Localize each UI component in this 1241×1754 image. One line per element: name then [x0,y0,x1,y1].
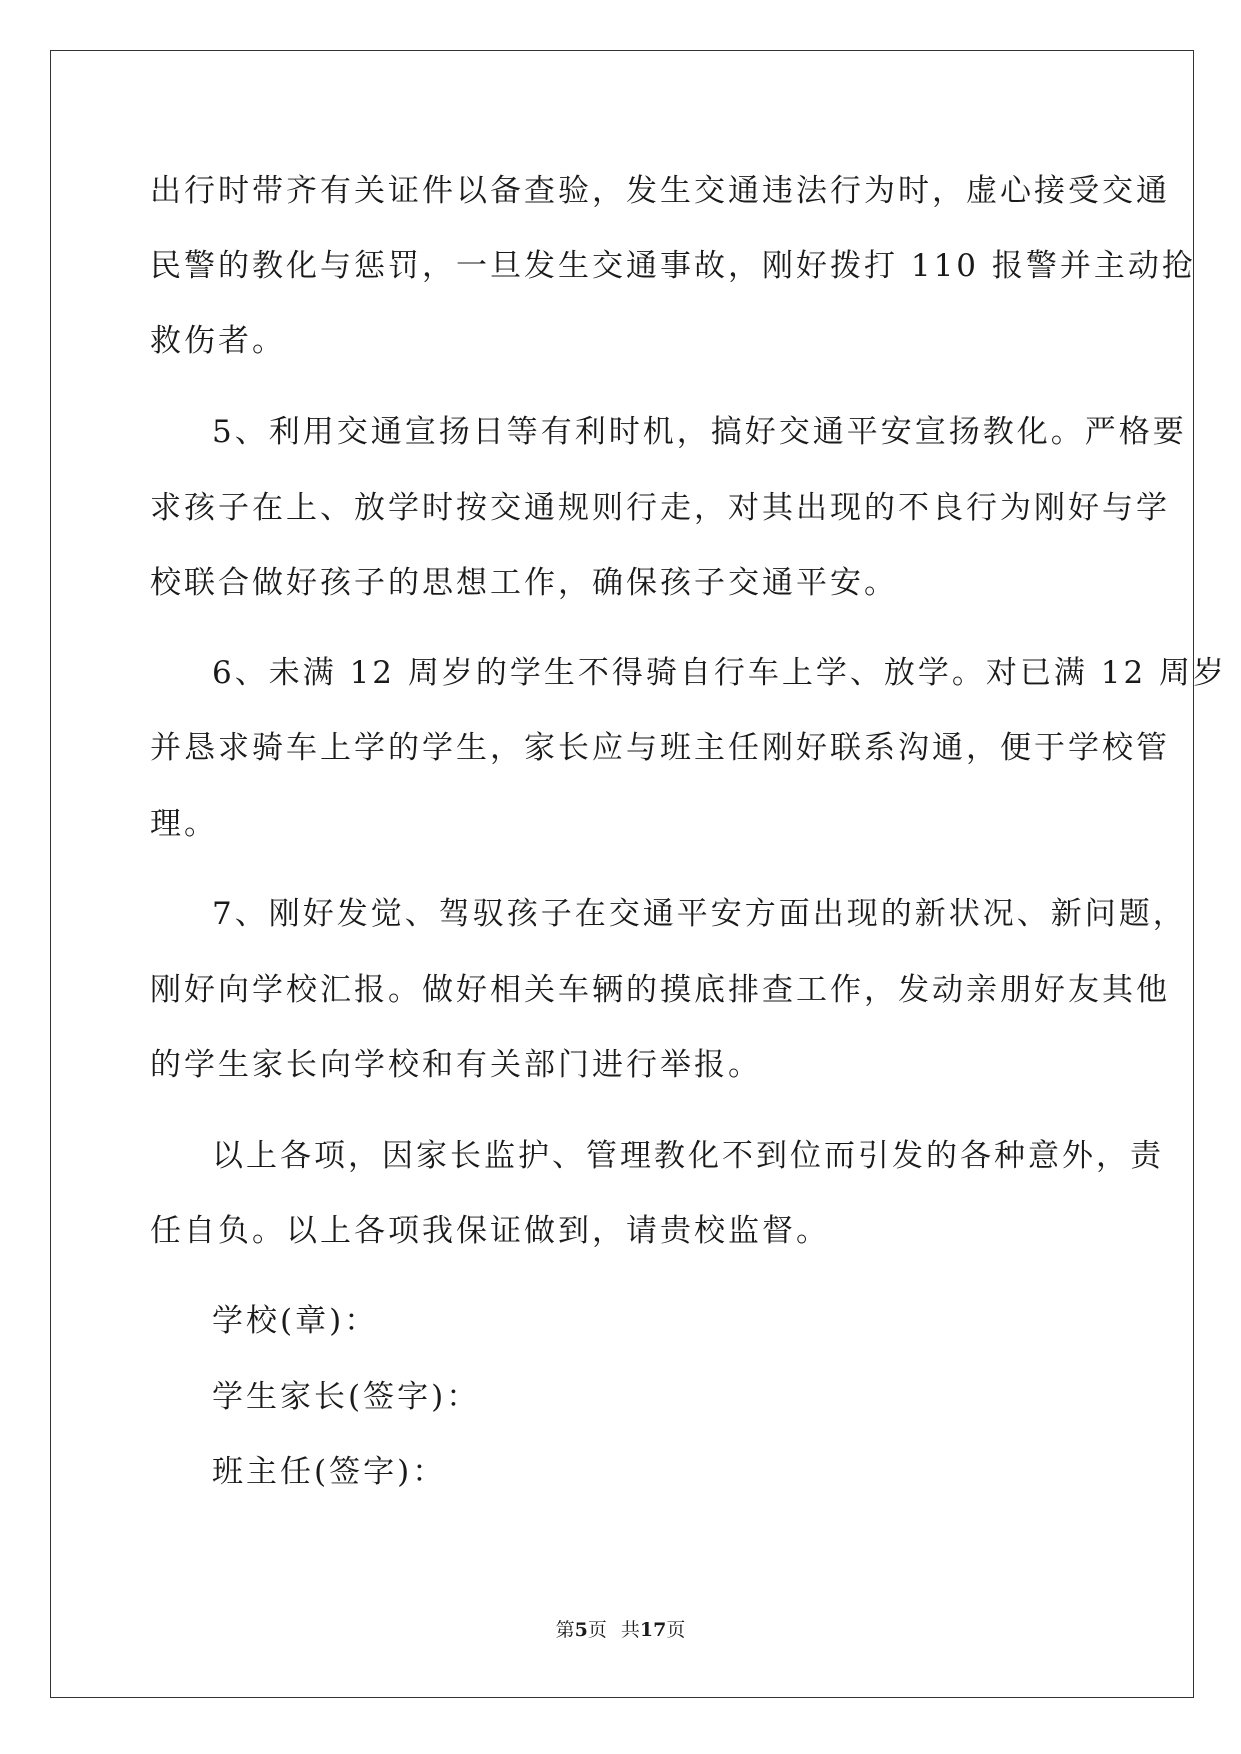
page-border [50,50,1194,1698]
text-line: 刚好向学校汇报。做好相关车辆的摸底排查工作，发动亲朋好友其他 [150,972,1170,1008]
text-line: 的学生家长向学校和有关部门进行举报。 [150,1047,762,1083]
page-prefix: 第 [555,1619,575,1641]
school-seal-line: 学校(章)： [212,1303,379,1339]
page-suffix: 页 [587,1619,607,1641]
text-line: 5、利用交通宣扬日等有利时机，搞好交通平安宣扬教化。严格要 [212,414,1187,450]
text-line: 校联合做好孩子的思想工作，确保孩子交通平安。 [150,565,898,601]
text-line: 民警的教化与惩罚，一旦发生交通事故，刚好拨打 110 报警并主动抢 [150,248,1196,284]
total-pages: 17 [639,1619,667,1641]
text-line: 理。 [150,806,218,842]
text-line: 以上各项，因家长监护、管理教化不到位而引发的各种意外，责 [212,1138,1164,1174]
text-line: 出行时带齐有关证件以备查验，发生交通违法行为时，虚心接受交通 [150,173,1170,209]
text-line: 任自负。以上各项我保证做到，请贵校监督。 [150,1213,830,1249]
parent-signature-line: 学生家长(签字)： [212,1379,481,1415]
page-footer [0,1618,1241,1642]
text-line: 并恳求骑车上学的学生，家长应与班主任刚好联系沟通，便于学校管 [150,730,1170,766]
page-number: 5 [574,1619,588,1641]
text-line: 7、刚好发觉、驾驭孩子在交通平安方面出现的新状况、新问题， [212,896,1187,932]
text-line: 求孩子在上、放学时按交通规则行走，对其出现的不良行为刚好与学 [150,490,1170,526]
total-prefix: 共 [620,1619,640,1641]
text-line: 6、未满 12 周岁的学生不得骑自行车上学、放学。对已满 12 周岁 [212,655,1228,691]
text-line: 救伤者。 [150,323,286,359]
total-suffix: 页 [666,1619,686,1641]
teacher-signature-line: 班主任(签字)： [212,1454,447,1490]
